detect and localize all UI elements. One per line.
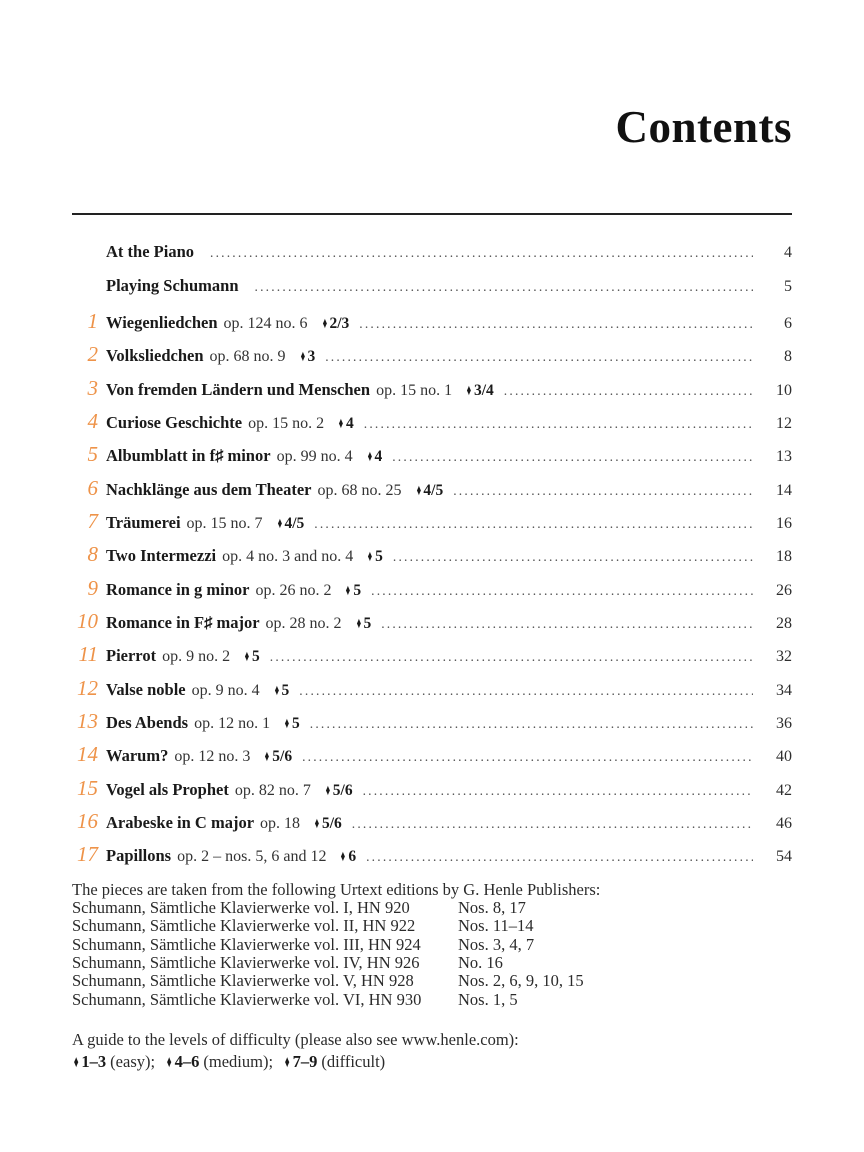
difficulty-guide (72, 1029, 792, 1073)
source-note-intro: The pieces are taken from the following Urtext editions by G. Henle Publishers: (72, 879, 601, 899)
difficulty-diamond-icon: ♦ (166, 1051, 172, 1071)
entry-title: Volksliedchen (106, 346, 204, 366)
entry-page-number: 26 (776, 581, 792, 599)
toc-entry-row (72, 542, 792, 575)
entry-difficulty (415, 482, 444, 500)
toc-list (72, 242, 792, 876)
dotted-leader (453, 483, 753, 499)
entry-number: 8 (87, 542, 98, 567)
difficulty-diamond-icon: ♦ (274, 681, 279, 699)
entry-number: 13 (77, 709, 98, 734)
difficulty-diamond-icon: ♦ (325, 781, 331, 799)
difficulty-range: 1–3 (81, 1051, 107, 1071)
difficulty-diamond-icon: ♦ (322, 314, 327, 332)
entry-opus: op. 12 no. 1 (194, 715, 271, 733)
entry-difficulty (276, 515, 305, 533)
entry-number: 1 (87, 308, 98, 333)
entry-page-number: 5 (784, 277, 792, 295)
entry-title: Wiegenliedchen (106, 312, 218, 332)
difficulty-description: (medium); (203, 1051, 274, 1071)
edition-row (72, 991, 792, 1009)
entry-page-number: 12 (776, 414, 792, 432)
entry-page-number: 10 (776, 381, 792, 399)
difficulty-description: (easy); (110, 1051, 156, 1071)
dotted-leader (359, 316, 753, 332)
edition-volume: Schumann, Sämtliche Klavierwerke vol. I, HN 920 (72, 898, 410, 918)
entry-title: Arabeske in C major (106, 813, 255, 833)
toc-entry-row (72, 309, 792, 342)
difficulty-diamond-icon: ♦ (244, 648, 250, 666)
edition-piece-numbers: No. 16 (458, 952, 503, 972)
entry-title: Two Intermezzi (106, 546, 217, 566)
entry-number: 16 (77, 809, 98, 834)
difficulty-diamond-icon: ♦ (300, 348, 305, 366)
entry-opus: op. 9 no. 2 (162, 648, 231, 666)
entry-difficulty (283, 715, 300, 733)
difficulty-level-segment (72, 1052, 155, 1071)
difficulty-diamond-icon: ♦ (367, 448, 372, 466)
entry-page-number: 46 (776, 815, 792, 833)
dotted-leader (381, 616, 753, 632)
dotted-leader (371, 583, 753, 599)
difficulty-range: 4–6 (174, 1051, 200, 1071)
toc-entry-row (72, 809, 792, 842)
entry-difficulty (299, 348, 316, 366)
toc-entry-row (72, 776, 792, 809)
difficulty-value: 5 (353, 581, 362, 599)
entry-difficulty (344, 582, 361, 600)
difficulty-value: 4/5 (284, 515, 305, 532)
edition-piece-numbers: Nos. 1, 5 (458, 989, 518, 1009)
entry-opus: op. 68 no. 25 (317, 481, 402, 499)
dotted-leader (299, 683, 753, 699)
entry-difficulty (355, 615, 372, 633)
entry-title: Playing Schumann (106, 275, 239, 295)
edition-row (72, 972, 792, 990)
dotted-leader (302, 749, 753, 765)
entry-page-number: 13 (776, 448, 792, 466)
difficulty-value: 5 (375, 548, 383, 566)
dotted-leader (310, 716, 753, 732)
difficulty-value: 6 (348, 848, 357, 866)
entry-difficulty (324, 782, 353, 800)
difficulty-value: 2/3 (329, 314, 350, 332)
edition-volume: Schumann, Sämtliche Klavierwerke vol. VI, HN 930 (72, 989, 422, 1009)
dotted-leader (363, 783, 753, 799)
entry-difficulty (321, 315, 350, 333)
entry-page-number: 16 (776, 515, 792, 532)
edition-list (72, 899, 792, 1009)
toc-entry-row (72, 476, 792, 509)
dotted-leader (366, 849, 753, 865)
difficulty-diamond-icon: ♦ (314, 815, 320, 833)
entry-page-number: 14 (776, 481, 792, 499)
entry-title: Valse noble (106, 679, 186, 699)
dotted-leader (314, 516, 753, 532)
difficulty-levels-line (72, 1051, 792, 1073)
entry-title: Nachklänge aus dem Theater (106, 479, 312, 499)
difficulty-value: 5 (292, 715, 300, 733)
source-note (72, 881, 792, 1009)
entry-title: Papillons (106, 846, 172, 866)
entry-page-number: 54 (776, 848, 792, 866)
difficulty-level-segment (283, 1052, 385, 1071)
difficulty-value: 5/6 (321, 815, 342, 833)
difficulty-diamond-icon: ♦ (416, 481, 421, 499)
entry-difficulty (273, 682, 290, 700)
entry-difficulty (243, 648, 260, 666)
difficulty-diamond-icon: ♦ (367, 548, 373, 566)
difficulty-diamond-icon: ♦ (284, 1051, 290, 1071)
entry-number: 2 (87, 342, 98, 367)
entry-title: Curiose Geschichte (106, 412, 243, 432)
entry-title: Von fremden Ländern und Menschen (106, 379, 371, 399)
entry-title: Warum? (106, 746, 169, 766)
entry-title: Romance in F♯ major (106, 613, 260, 633)
difficulty-value: 5 (281, 681, 290, 699)
difficulty-value: 3/4 (473, 381, 494, 399)
edition-volume: Schumann, Sämtliche Klavierwerke vol. II, HN 922 (72, 916, 416, 936)
entry-difficulty (366, 548, 383, 566)
page-title: Contents (615, 102, 792, 152)
edition-row (72, 954, 792, 972)
dotted-leader (325, 349, 753, 365)
edition-piece-numbers: Nos. 2, 6, 9, 10, 15 (458, 971, 584, 991)
entry-page-number: 28 (776, 615, 792, 633)
entry-opus: op. 2 – nos. 5, 6 and 12 (177, 848, 327, 866)
toc-entry-row (72, 742, 792, 775)
difficulty-value: 5 (363, 615, 372, 633)
entry-number: 15 (77, 775, 98, 800)
difficulty-value: 4 (374, 448, 383, 466)
dotted-leader (255, 279, 754, 295)
entry-opus: op. 9 no. 4 (191, 681, 260, 699)
entry-opus: op. 99 no. 4 (276, 448, 353, 466)
difficulty-diamond-icon: ♦ (265, 748, 270, 766)
difficulty-value: 5 (252, 648, 260, 666)
entry-opus: op. 68 no. 9 (209, 348, 286, 366)
entry-opus: op. 15 no. 7 (186, 515, 263, 532)
difficulty-value: 5/6 (272, 748, 293, 766)
entry-opus: op. 28 no. 2 (265, 615, 342, 633)
difficulty-diamond-icon: ♦ (277, 515, 282, 532)
dotted-leader (393, 549, 753, 565)
entry-title: Romance in g minor (106, 579, 250, 599)
difficulty-guide-intro: A guide to the levels of difficulty (please also see www.henle.com): (72, 1029, 519, 1049)
dotted-leader (210, 245, 753, 261)
entry-title: Pierrot (106, 646, 157, 666)
entry-difficulty (366, 448, 383, 466)
entry-number: 7 (87, 509, 98, 533)
toc-entry-row (72, 576, 792, 609)
difficulty-level-segment (165, 1052, 273, 1071)
edition-row (72, 936, 792, 954)
entry-number: 17 (77, 842, 98, 867)
entry-number: 9 (87, 575, 98, 600)
toc-entry-row (72, 642, 792, 675)
entry-title: Des Abends (106, 713, 189, 733)
entry-difficulty (337, 415, 354, 433)
entry-title: At the Piano (106, 242, 194, 262)
entry-number: 6 (87, 475, 98, 500)
entry-title: Träumerei (106, 513, 181, 532)
toc-entry-row (72, 376, 792, 409)
entry-page-number: 4 (784, 244, 792, 262)
entry-opus: op. 12 no. 3 (174, 748, 251, 766)
entry-page-number: 8 (784, 348, 792, 366)
dotted-leader (504, 383, 753, 399)
entry-difficulty (313, 815, 342, 833)
edition-row (72, 917, 792, 935)
entry-page-number: 42 (776, 781, 792, 799)
difficulty-diamond-icon: ♦ (73, 1051, 79, 1071)
toc-entry-row (72, 609, 792, 642)
entry-number: 14 (77, 742, 98, 767)
entry-opus: op. 15 no. 2 (248, 414, 325, 432)
toc-entry-row (72, 842, 792, 875)
edition-volume: Schumann, Sämtliche Klavierwerke vol. V, HN 928 (72, 971, 414, 991)
entry-number: 11 (78, 642, 98, 667)
entry-opus: op. 15 no. 1 (376, 381, 453, 399)
edition-row (72, 899, 792, 917)
page-content (72, 0, 792, 1073)
difficulty-diamond-icon: ♦ (341, 848, 346, 866)
toc-entry-row (72, 342, 792, 375)
difficulty-range: 7–9 (292, 1051, 318, 1071)
edition-piece-numbers: Nos. 11–14 (458, 916, 534, 936)
dotted-leader (364, 416, 753, 432)
difficulty-description: (difficult) (321, 1051, 386, 1071)
entry-page-number: 34 (776, 681, 792, 699)
toc-entry-row (72, 442, 792, 475)
difficulty-diamond-icon: ♦ (338, 414, 344, 432)
entry-number: 10 (77, 609, 98, 634)
title-divider-rule (72, 213, 792, 215)
difficulty-diamond-icon: ♦ (466, 381, 472, 399)
difficulty-value: 5/6 (332, 781, 353, 799)
dotted-leader (270, 649, 753, 665)
toc-entry-row (72, 509, 792, 542)
toc-entry-row (72, 676, 792, 709)
toc-entry-row (72, 409, 792, 442)
toc-entry-row (72, 276, 792, 309)
difficulty-diamond-icon: ♦ (346, 581, 351, 599)
dotted-leader (392, 449, 753, 465)
edition-volume: Schumann, Sämtliche Klavierwerke vol. IV, HN 926 (72, 952, 420, 972)
entry-opus: op. 124 no. 6 (223, 314, 308, 332)
edition-piece-numbers: Nos. 3, 4, 7 (458, 934, 535, 954)
entry-number: 4 (87, 408, 98, 433)
entry-page-number: 6 (784, 314, 792, 332)
toc-entry-row (72, 709, 792, 742)
entry-opus: op. 82 no. 7 (234, 781, 311, 799)
entry-opus: op. 26 no. 2 (255, 581, 332, 599)
difficulty-diamond-icon: ♦ (356, 615, 361, 633)
entry-page-number: 18 (776, 548, 792, 566)
entry-title: Vogel als Prophet (106, 779, 229, 799)
entry-opus: op. 18 (260, 815, 301, 833)
entry-number: 3 (87, 375, 98, 400)
entry-page-number: 40 (776, 748, 792, 766)
difficulty-value: 4/5 (423, 481, 444, 499)
entry-difficulty (339, 848, 356, 866)
entry-page-number: 36 (776, 715, 792, 733)
difficulty-value: 3 (307, 348, 316, 366)
entry-difficulty (465, 382, 494, 400)
difficulty-value: 4 (346, 414, 354, 432)
toc-entry-row (72, 242, 792, 275)
dotted-leader (352, 816, 753, 832)
entry-number: 12 (77, 675, 98, 700)
edition-volume: Schumann, Sämtliche Klavierwerke vol. III, HN 924 (72, 934, 421, 954)
edition-piece-numbers: Nos. 8, 17 (458, 898, 526, 918)
entry-difficulty (263, 748, 292, 766)
entry-page-number: 32 (776, 648, 792, 666)
difficulty-diamond-icon: ♦ (284, 715, 290, 733)
entry-opus: op. 4 no. 3 and no. 4 (222, 548, 354, 566)
entry-number: 5 (87, 442, 98, 467)
entry-title: Albumblatt in f♯ minor (106, 446, 271, 466)
